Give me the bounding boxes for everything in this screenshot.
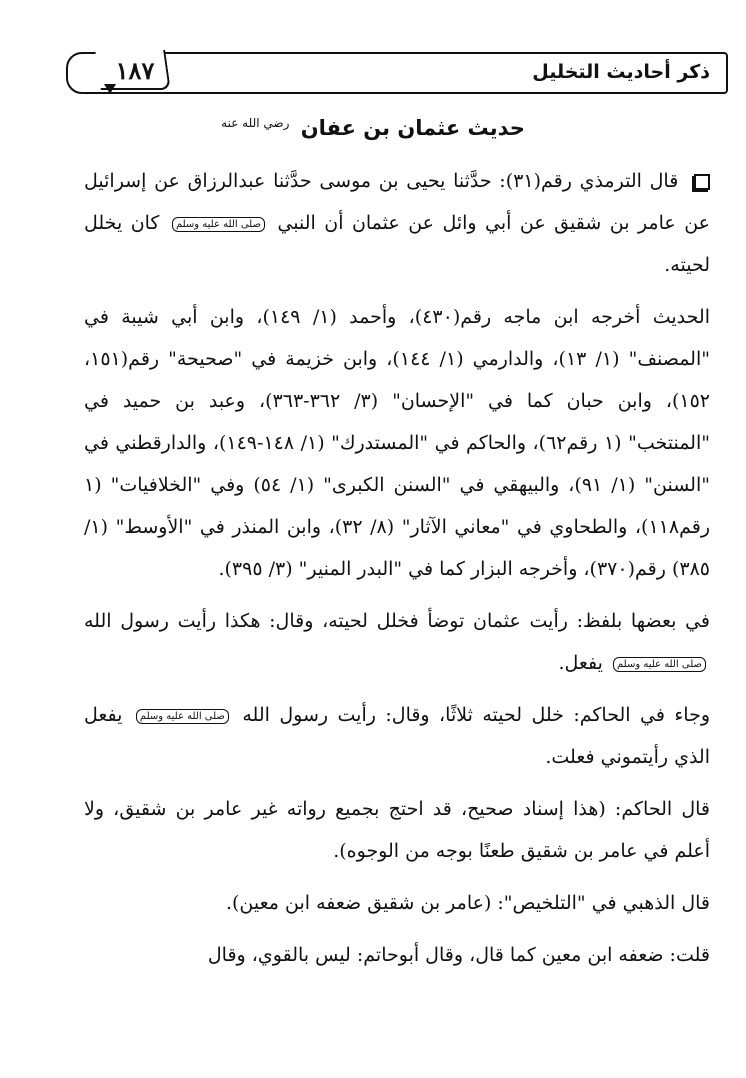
paragraph-text: يفعل الذي رأيتموني فعلت. [84,704,710,768]
salla-honorific: صلى الله عليه وسلم [172,217,265,232]
salla-honorific: صلى الله عليه وسلم [613,657,706,672]
header-title: ذكر أحاديث التخليل [532,61,710,83]
paragraph-dhahabi: قال الذهبي في "التلخيص": (عامر بن شقيق ضعفه ابن معين). [225,892,710,914]
paragraph-text: يفعل. [558,652,603,674]
page-body [84,160,710,986]
honorific-radiya: رضي الله عنه [221,116,290,130]
hadith-title [60,116,686,140]
paragraph-text: كان يخلل لحيته. [84,212,710,276]
square-bullet-icon [694,174,710,190]
paragraph-hadith-text [84,160,710,286]
paragraph-hakim-grading: قال الحاكم: (هذا إسناد صحيح، قد احتج بجميع رواته غير عامر بن شقيق، ولا أعلم في عامر بن شقيق طعنًا بوجه من الوجوه). [84,798,710,862]
paragraph-wording [84,600,710,684]
paragraph-hakim-narration [84,694,710,778]
paragraph-comment: قلت: ضعفه ابن معين كما قال، وقال أبوحاتم: ليس بالقوي، وقال [207,944,710,966]
paragraph-text: في بعضها بلفظ: رأيت عثمان توضأ فخلل لحيته، وقال: هكذا رأيت رسول الله [84,610,710,632]
page-number: ١٨٧ [115,56,155,85]
hadith-title-text: حديث عثمان بن عفان [300,116,525,140]
paragraph-text: قال الترمذي رقم(٣١): حدَّثنا يحيى بن موسى حدَّثنا عبدالرزاق عن إسرائيل عن عامر بن شقيق عن أبي وائل عن عثمان أن النبي [84,170,710,234]
salla-honorific: صلى الله عليه وسلم [136,709,229,724]
paragraph-text: وجاء في الحاكم: خلل لحيته ثلاثًا، وقال: رأيت رسول الله [242,704,711,726]
header-notch-ornament [104,84,116,94]
paragraph-takhrij: الحديث أخرجه ابن ماجه رقم(٤٣٠)، وأحمد (١/ ١٤٩)، وابن أبي شيبة في "المصنف" (١/ ١٣)، والدارمي (١/ ١٤٤)، وابن خزيمة في "صحيحة" رقم(١٥١، ١٥٢)، وابن حبان كما في "الإحسان" (٣/ ٣٦٢-٣٦٣)، وعبد بن حميد في "المنتخب" (١ رقم٦٢)، والحاكم في "المستدرك" (١/ ١٤٨-١٤٩)، والدارقطني في "السنن" (١/ ٩١)، والبيهقي في "السنن الكبرى" (١/ ٥٤) وفي "الخلافيات" (١ رقم١١٨)، والطحاوي في "معاني الآثار" (٨/ ٣٢)، وابن المنذر في "الأوسط" (١/ ٣٨٥) رقم(٣٧٠)، وأخرجه البزار كما في "البدر المنير" (٣/ ٣٩٥). [84,306,711,580]
